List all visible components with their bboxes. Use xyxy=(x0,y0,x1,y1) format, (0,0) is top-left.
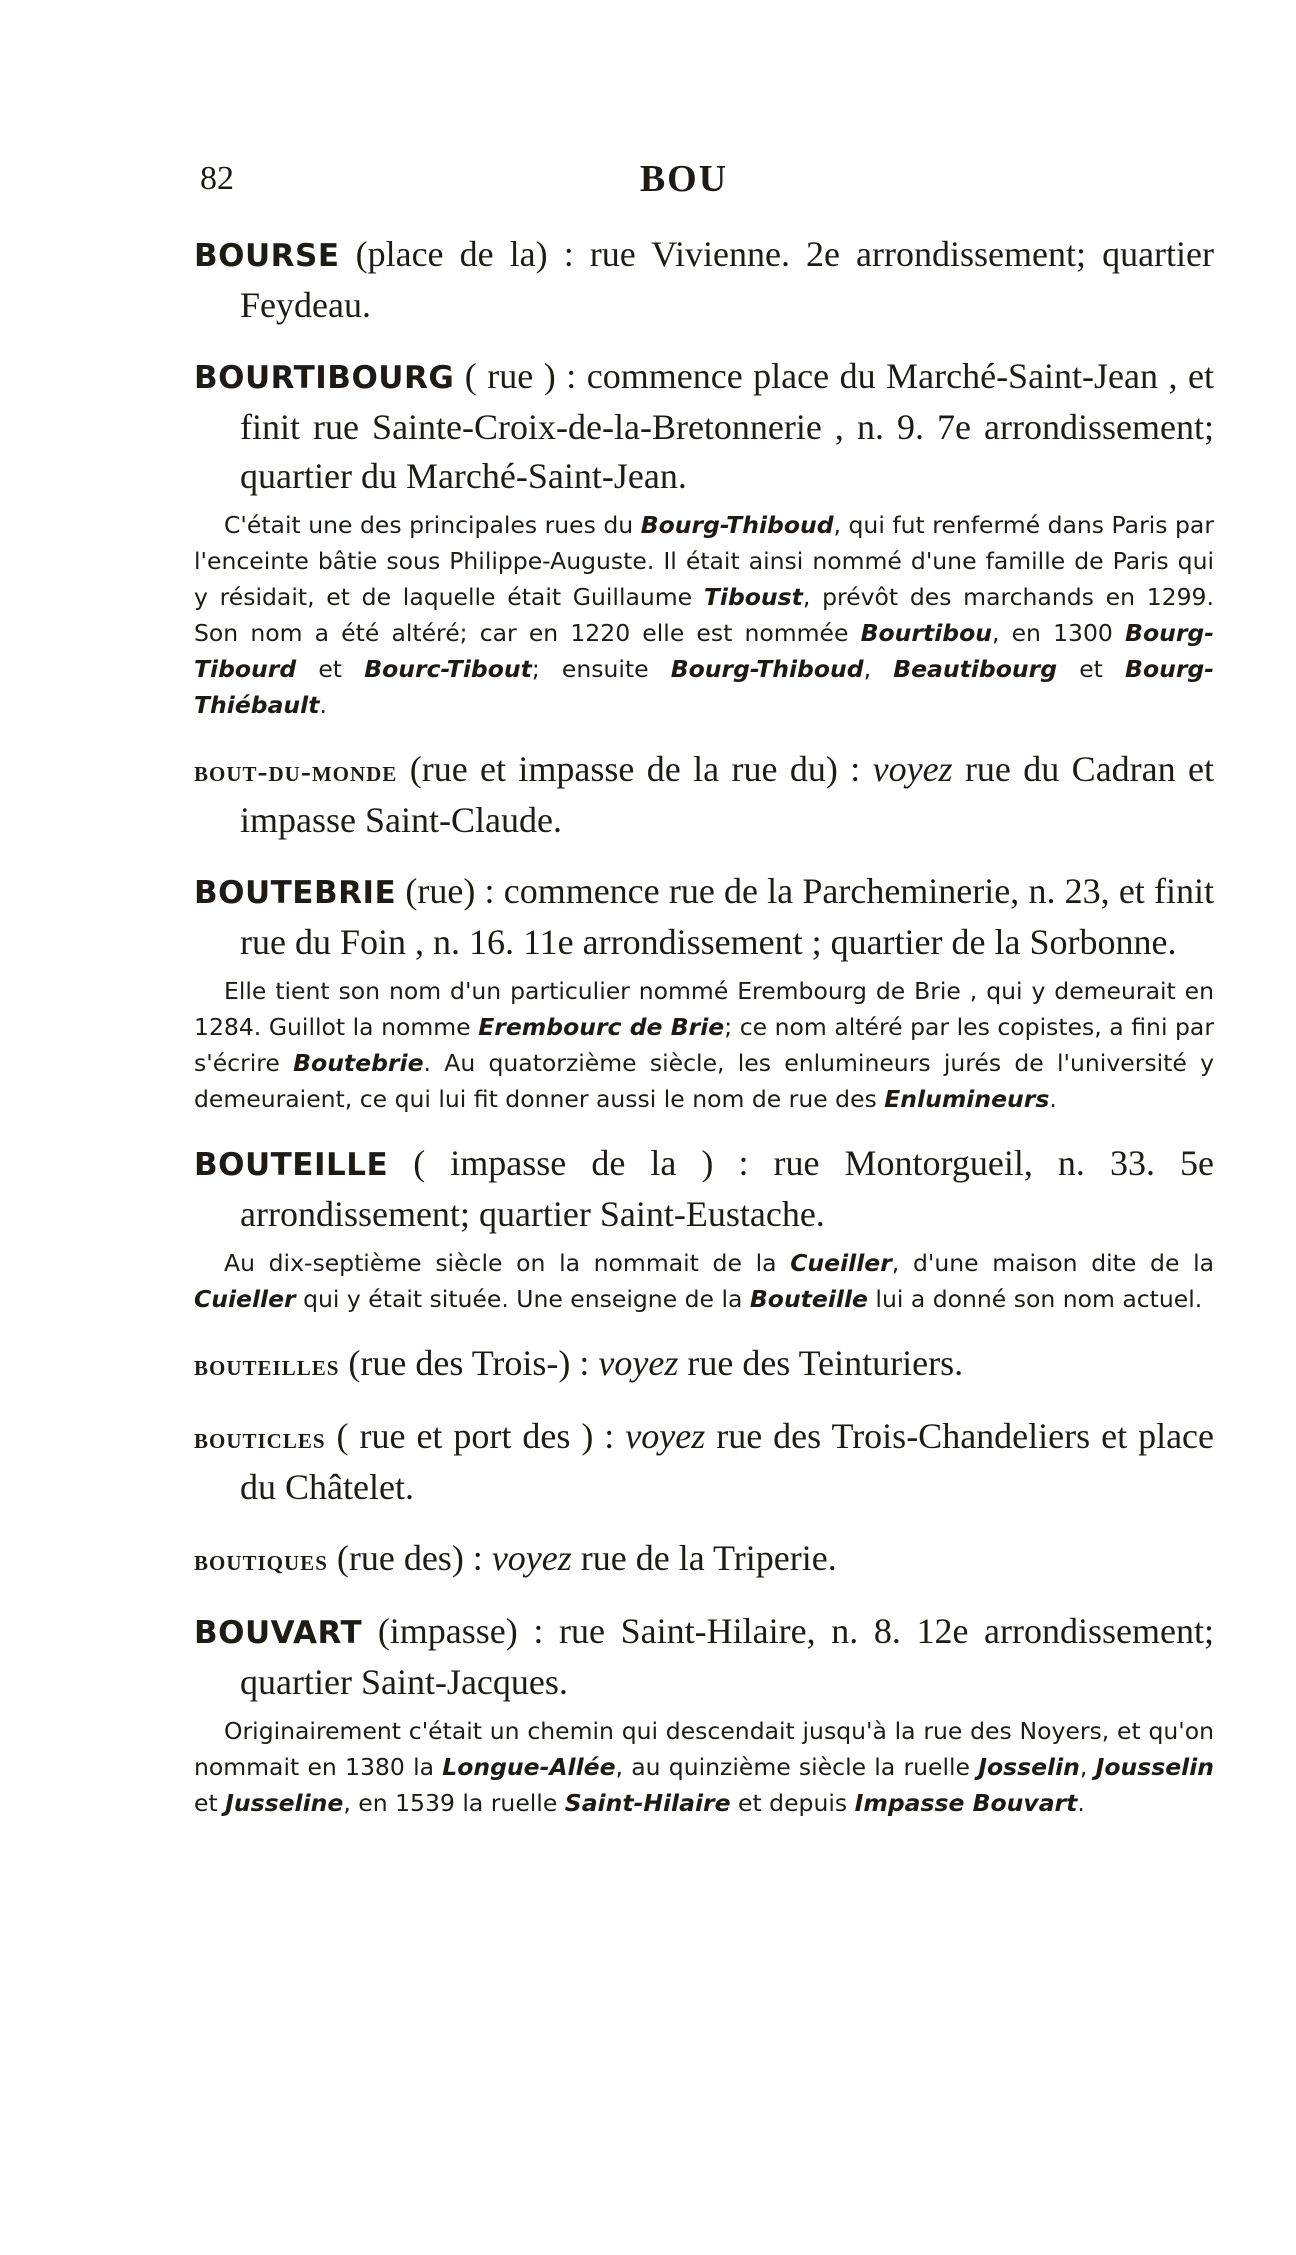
historical-note xyxy=(194,1713,1214,1821)
entry-heading xyxy=(194,230,1214,330)
entry-description: (rue) : commence rue de la Parcheminerie, n. 23, et finit rue du Foin , n. 16. 11e arrondissement ; quartier de la Sorbonne. xyxy=(240,871,1214,962)
entry-bouteille xyxy=(194,1139,1214,1317)
note-text: C'était une des principales rues du xyxy=(224,511,641,539)
headword: bouteilles xyxy=(194,1349,340,1382)
note-text: Au dix-septième siècle on la nommait de la xyxy=(224,1249,791,1277)
note-italic-name: Bourg-Tibourd xyxy=(194,619,1214,683)
note-italic-name: Enlumineurs xyxy=(884,1085,1050,1113)
note-italic-name: Bourc-Tibout xyxy=(364,655,532,683)
entry-bourtibourg xyxy=(194,352,1214,723)
note-text: . xyxy=(319,691,327,719)
note-text: . xyxy=(1077,1789,1085,1817)
note-italic-name: Saint-Hilaire xyxy=(564,1789,731,1817)
cross-reference-target: rue du Cadran et impasse Saint-Claude. xyxy=(240,749,1214,840)
note-italic-name: Bouteille xyxy=(749,1285,868,1313)
note-text: , d'une maison dite de la xyxy=(891,1249,1215,1277)
note-italic-name: Boutebrie xyxy=(293,1049,424,1077)
note-text: , prévôt des marchands en 1299. Son nom a été altéré; car en 1220 elle est nommée xyxy=(194,583,1214,647)
entry-description: (rue et impasse de la rue du) : xyxy=(409,749,873,789)
note-text: , au quinzième siècle la ruelle xyxy=(615,1753,979,1781)
entry-bourse xyxy=(194,230,1214,330)
cross-reference-target: rue des Trois-Chandeliers et place du Châtelet. xyxy=(240,1416,1215,1507)
entry-bouvart xyxy=(194,1607,1214,1821)
entry-heading xyxy=(194,867,1214,967)
entry-description: (rue des Trois-) : xyxy=(348,1343,599,1383)
headword: boutiques xyxy=(194,1544,328,1577)
headword: BOURSE xyxy=(194,238,340,274)
note-italic-name: Bourg-Thiébault xyxy=(194,655,1214,719)
note-italic-name: Cueiller xyxy=(790,1249,892,1277)
cross-reference-word: voyez xyxy=(872,749,953,789)
note-italic-name: Erembourc de Brie xyxy=(478,1013,725,1041)
note-text: lui a donné son nom actuel. xyxy=(867,1285,1203,1313)
cross-reference-word: voyez xyxy=(598,1343,679,1383)
entry-heading xyxy=(194,1139,1214,1239)
note-text: ; ce nom altéré par les copistes, a fini par s'écrire xyxy=(194,1013,1214,1077)
historical-note xyxy=(194,973,1214,1117)
note-text: , en 1300 xyxy=(991,619,1126,647)
historical-note xyxy=(194,507,1214,723)
note-text: , xyxy=(863,655,894,683)
entry-heading xyxy=(194,352,1214,501)
note-text: . xyxy=(1049,1085,1057,1113)
entry-description: ( impasse de la ) : rue Montorgueil, n. 33. 5e arrondissement; quartier Saint-Eustache. xyxy=(240,1143,1215,1234)
note-text: Elle tient son nom d'un particulier nommé Erembourg de Brie , qui y demeurait en 1284. Guillot la nomme xyxy=(194,977,1214,1041)
running-head: BOU xyxy=(639,158,729,200)
entry-bouteilles xyxy=(194,1339,1214,1390)
headword: BOUTEBRIE xyxy=(194,875,397,911)
note-italic-name: Cuieller xyxy=(194,1285,296,1313)
entry-description: (impasse) : rue Saint-Hilaire, n. 8. 12e arrondissement; quartier Saint-Jacques. xyxy=(240,1611,1214,1702)
cross-reference-word: voyez xyxy=(625,1416,706,1456)
note-text: et xyxy=(194,1789,226,1817)
note-italic-name: Josselin xyxy=(978,1753,1080,1781)
note-italic-name: Tiboust xyxy=(703,583,803,611)
note-italic-name: Impasse Bouvart xyxy=(854,1789,1078,1817)
headword: bout-du-monde xyxy=(194,755,398,788)
cross-reference-target: rue des Teinturiers. xyxy=(678,1343,964,1383)
headword: bouticles xyxy=(194,1422,326,1455)
headword: BOURTIBOURG xyxy=(194,360,455,396)
entry-heading xyxy=(194,1339,1214,1390)
note-text: et depuis xyxy=(730,1789,855,1817)
entry-bout-du-monde xyxy=(194,745,1214,845)
note-text: et xyxy=(1057,655,1126,683)
cross-reference-target: rue de la Triperie. xyxy=(571,1538,837,1578)
entry-heading xyxy=(194,1412,1214,1512)
note-text: et xyxy=(296,655,365,683)
note-italic-name: Bourg-Thiboud xyxy=(670,655,864,683)
text-column xyxy=(194,230,1214,1843)
entry-description: ( rue ) : commence place du Marché-Saint-Jean , et finit rue Sainte-Croix-de-la-Bretonnerie , n. 9. 7e arrondissement; quartier du Marché-Saint-Jean. xyxy=(240,356,1215,496)
historical-note xyxy=(194,1245,1214,1317)
note-text: ; ensuite xyxy=(531,655,671,683)
note-italic-name: Bourg-Thiboud xyxy=(640,511,834,539)
entry-bouticles xyxy=(194,1412,1214,1512)
entry-boutiques xyxy=(194,1534,1214,1585)
page-number: 82 xyxy=(200,160,234,197)
entry-heading xyxy=(194,745,1214,845)
note-text: , xyxy=(1079,1753,1096,1781)
entry-description: (place de la) : rue Vivienne. 2e arrondissement; quartier Feydeau. xyxy=(240,234,1215,325)
entry-boutebrie xyxy=(194,867,1214,1117)
headword: BOUVART xyxy=(194,1615,363,1651)
note-text: , qui fut renfermé dans Paris par l'enceinte bâtie sous Philippe-Auguste. Il était ainsi nommé d'une famille de Paris qui y résidait, et de laquelle était Guillaume xyxy=(194,511,1214,611)
cross-reference-word: voyez xyxy=(491,1538,572,1578)
entry-description: ( rue et port des ) : xyxy=(336,1416,626,1456)
note-italic-name: Longue-Allée xyxy=(442,1753,616,1781)
entry-heading xyxy=(194,1607,1214,1707)
note-text: . Au quatorzième siècle, les enlumineurs jurés de l'université y demeuraient, ce qui lui fit donner aussi le nom de rue des xyxy=(194,1049,1214,1113)
note-text: qui y était située. Une enseigne de la xyxy=(295,1285,750,1313)
note-italic-name: Jusseline xyxy=(225,1789,344,1817)
note-italic-name: Beautibourg xyxy=(893,655,1058,683)
note-text: Originairement c'était un chemin qui descendait jusqu'à la rue des Noyers, et qu'on nommait en 1380 la xyxy=(194,1717,1214,1781)
note-italic-name: Bourtibou xyxy=(860,619,992,647)
entry-description: (rue des) : xyxy=(336,1538,492,1578)
note-italic-name: Jousselin xyxy=(1095,1753,1214,1781)
note-text: , en 1539 la ruelle xyxy=(343,1789,565,1817)
entry-heading xyxy=(194,1534,1214,1585)
headword: BOUTEILLE xyxy=(194,1147,389,1183)
